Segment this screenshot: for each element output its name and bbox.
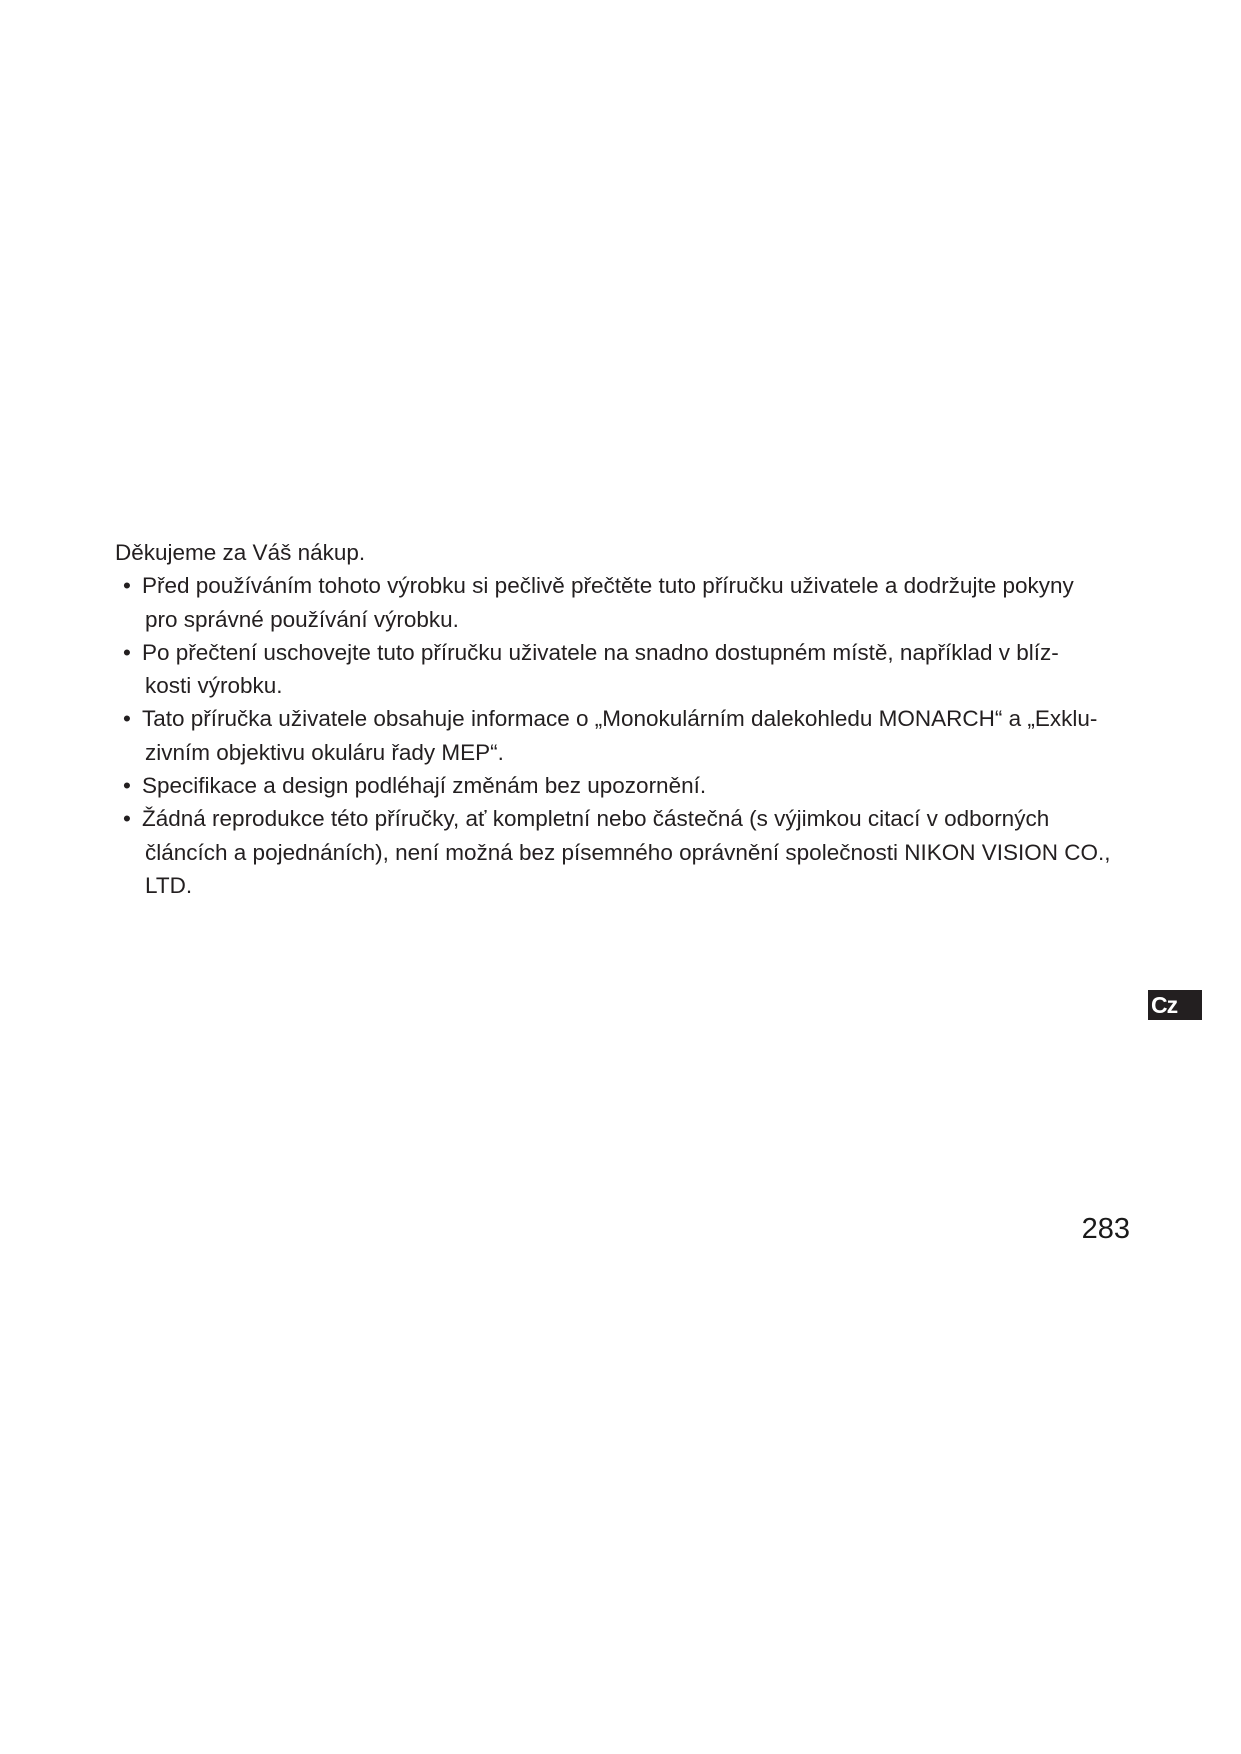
list-item bbox=[115, 702, 1135, 769]
list-item-line: Specifikace a design podléhají změnám bez upozornění. bbox=[142, 773, 707, 799]
list-item bbox=[115, 636, 1135, 703]
language-tab bbox=[1148, 990, 1202, 1020]
bullet-icon: • bbox=[123, 806, 131, 832]
list-item-line: kosti výrobku. bbox=[145, 673, 283, 699]
list-item-line: Tato příručka uživatele obsahuje informace o „Monokulárním dalekohledu MONARCH“ a „Exklu- bbox=[142, 706, 1098, 732]
document-body bbox=[115, 536, 1135, 902]
list-item-line: zivním objektivu okuláru řady MEP“. bbox=[145, 739, 504, 765]
page-number: 283 bbox=[1081, 1213, 1130, 1245]
list-item-line: Po přečtení uschovejte tuto příručku uživatele na snadno dostupném místě, například v blíz- bbox=[142, 639, 1059, 665]
list-item-line: Před používáním tohoto výrobku si pečlivě přečtěte tuto příručku uživatele a dodržujte pokyny bbox=[142, 573, 1074, 599]
bullet-icon: • bbox=[123, 573, 131, 599]
list-item-line: LTD. bbox=[145, 872, 193, 898]
intro-text: Děkujeme za Váš nákup. bbox=[115, 540, 366, 565]
bullet-icon: • bbox=[123, 639, 131, 665]
language-tab-label: Cz bbox=[1151, 992, 1178, 1018]
list-item-line: Žádná reprodukce této příručky, ať kompletní nebo částečná (s výjimkou citací v odborných bbox=[142, 806, 1050, 832]
bullet-icon: • bbox=[123, 773, 131, 799]
notice-list bbox=[115, 569, 1135, 902]
bullet-icon: • bbox=[123, 706, 131, 732]
list-item-line: článcích a pojednáních), není možná bez písemného oprávnění společnosti NIKON VISION CO., bbox=[145, 839, 1111, 865]
list-item-line: pro správné používání výrobku. bbox=[145, 606, 459, 632]
list-item bbox=[115, 802, 1135, 902]
list-item bbox=[115, 769, 1135, 802]
list-item bbox=[115, 569, 1135, 636]
